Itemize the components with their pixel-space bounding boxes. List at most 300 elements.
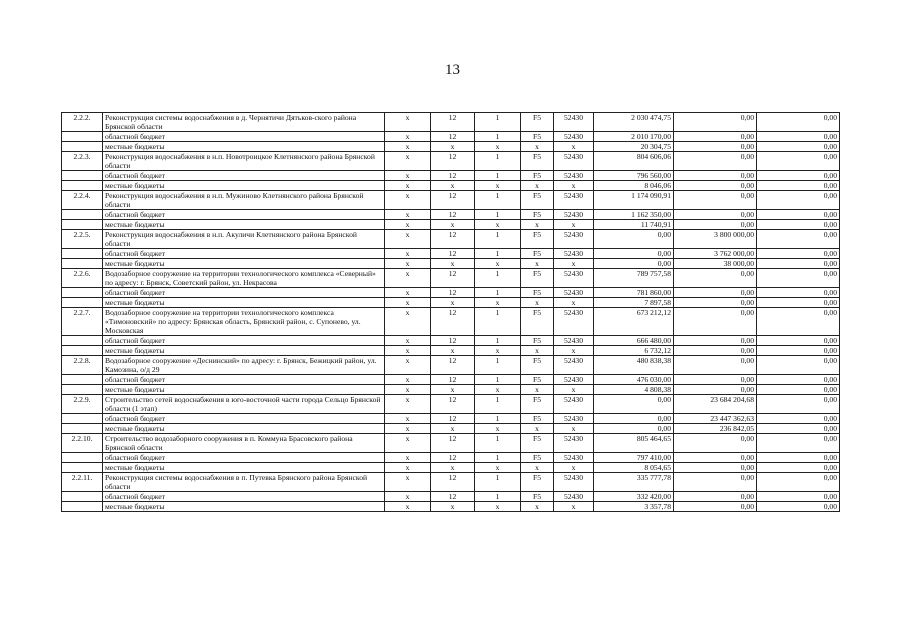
row-code bbox=[62, 132, 103, 142]
cell-c2: 12 bbox=[431, 191, 475, 210]
cell-amount-2: 0,00 bbox=[674, 356, 757, 375]
cell-amount-3: 0,00 bbox=[757, 385, 840, 395]
cell-amount-1: 7 897,58 bbox=[594, 298, 674, 308]
row-code bbox=[62, 375, 103, 385]
cell-amount-3: 0,00 bbox=[757, 152, 840, 171]
table-row-subitem bbox=[62, 375, 840, 385]
row-code bbox=[62, 492, 103, 502]
cell-c2: 12 bbox=[431, 492, 475, 502]
cell-c3: 1 bbox=[475, 210, 521, 220]
cell-c1: x bbox=[385, 492, 431, 502]
cell-c2: x bbox=[431, 424, 475, 434]
cell-amount-2: 0,00 bbox=[674, 220, 757, 230]
cell-amount-1: 8 046,06 bbox=[594, 181, 674, 191]
cell-c1: x bbox=[385, 308, 431, 336]
cell-c4: F5 bbox=[521, 210, 554, 220]
cell-c4: F5 bbox=[521, 113, 554, 132]
cell-c3: 1 bbox=[475, 492, 521, 502]
cell-amount-3: 0,00 bbox=[757, 308, 840, 336]
budget-table bbox=[61, 112, 840, 512]
cell-amount-1: 804 606,06 bbox=[594, 152, 674, 171]
cell-amount-1: 332 420,00 bbox=[594, 492, 674, 502]
cell-c4: F5 bbox=[521, 375, 554, 385]
cell-c5: x bbox=[554, 346, 594, 356]
table-row-subitem bbox=[62, 492, 840, 502]
cell-c3: 1 bbox=[475, 132, 521, 142]
table-row-subitem bbox=[62, 502, 840, 512]
cell-amount-2: 38 000,00 bbox=[674, 259, 757, 269]
row-name: местные бюджеты bbox=[103, 502, 385, 512]
cell-amount-3: 0,00 bbox=[757, 171, 840, 181]
cell-c5: 52430 bbox=[554, 492, 594, 502]
cell-c2: 12 bbox=[431, 473, 475, 492]
row-code bbox=[62, 171, 103, 181]
cell-amount-1: 0,00 bbox=[594, 230, 674, 249]
cell-c4: x bbox=[521, 142, 554, 152]
cell-amount-2: 23 447 362,63 bbox=[674, 414, 757, 424]
cell-amount-2: 0,00 bbox=[674, 502, 757, 512]
row-name: местные бюджеты bbox=[103, 385, 385, 395]
cell-c4: F5 bbox=[521, 288, 554, 298]
cell-c3: 1 bbox=[475, 230, 521, 249]
row-name: местные бюджеты bbox=[103, 424, 385, 434]
row-name: Водозаборное сооружение «Деснинский» по адресу: г. Брянск, Бежицкий район, ул. Камозина, о/д 29 bbox=[103, 356, 385, 375]
cell-c4: F5 bbox=[521, 191, 554, 210]
cell-c2: x bbox=[431, 385, 475, 395]
cell-c3: x bbox=[475, 502, 521, 512]
cell-c5: x bbox=[554, 298, 594, 308]
row-name: местные бюджеты bbox=[103, 142, 385, 152]
table-row-item bbox=[62, 473, 840, 492]
cell-c3: 1 bbox=[475, 473, 521, 492]
cell-c3: x bbox=[475, 259, 521, 269]
cell-c4: F5 bbox=[521, 395, 554, 414]
cell-c1: x bbox=[385, 171, 431, 181]
row-name: местные бюджеты bbox=[103, 220, 385, 230]
cell-amount-1: 6 732,12 bbox=[594, 346, 674, 356]
cell-c5: 52430 bbox=[554, 336, 594, 346]
table-row-item bbox=[62, 308, 840, 336]
cell-amount-1: 20 304,75 bbox=[594, 142, 674, 152]
row-code bbox=[62, 249, 103, 259]
table-row-item bbox=[62, 356, 840, 375]
cell-c2: 12 bbox=[431, 230, 475, 249]
cell-c2: 12 bbox=[431, 336, 475, 346]
cell-c1: x bbox=[385, 220, 431, 230]
row-code: 2.2.2. bbox=[62, 113, 103, 132]
row-name: областной бюджет bbox=[103, 336, 385, 346]
cell-c3: 1 bbox=[475, 308, 521, 336]
cell-c4: F5 bbox=[521, 152, 554, 171]
cell-c1: x bbox=[385, 356, 431, 375]
row-name: областной бюджет bbox=[103, 414, 385, 424]
cell-c1: x bbox=[385, 336, 431, 346]
cell-c4: F5 bbox=[521, 132, 554, 142]
row-name: областной бюджет bbox=[103, 210, 385, 220]
cell-amount-2: 0,00 bbox=[674, 113, 757, 132]
cell-amount-3: 0,00 bbox=[757, 424, 840, 434]
row-name: областной бюджет bbox=[103, 288, 385, 298]
row-name: областной бюджет bbox=[103, 492, 385, 502]
cell-amount-3: 0,00 bbox=[757, 210, 840, 220]
table-row-item bbox=[62, 152, 840, 171]
cell-c1: x bbox=[385, 113, 431, 132]
table-row-subitem bbox=[62, 259, 840, 269]
cell-c5: 52430 bbox=[554, 308, 594, 336]
cell-c3: 1 bbox=[475, 171, 521, 181]
cell-c2: x bbox=[431, 463, 475, 473]
cell-c2: x bbox=[431, 220, 475, 230]
cell-amount-1: 781 860,00 bbox=[594, 288, 674, 298]
cell-c1: x bbox=[385, 259, 431, 269]
cell-amount-3: 0,00 bbox=[757, 395, 840, 414]
cell-amount-1: 673 212,12 bbox=[594, 308, 674, 336]
cell-amount-1: 789 757,58 bbox=[594, 269, 674, 288]
row-code bbox=[62, 298, 103, 308]
row-code: 2.2.5. bbox=[62, 230, 103, 249]
cell-c3: 1 bbox=[475, 249, 521, 259]
cell-amount-3: 0,00 bbox=[757, 463, 840, 473]
row-name: местные бюджеты bbox=[103, 181, 385, 191]
cell-c2: 12 bbox=[431, 434, 475, 453]
cell-c2: x bbox=[431, 259, 475, 269]
cell-c4: F5 bbox=[521, 453, 554, 463]
table-row-subitem bbox=[62, 181, 840, 191]
row-name: местные бюджеты bbox=[103, 298, 385, 308]
row-name: Реконструкция водоснабжения в н.п. Новотроицкое Клетнянского района Брянской области bbox=[103, 152, 385, 171]
cell-amount-3: 0,00 bbox=[757, 191, 840, 210]
cell-c3: 1 bbox=[475, 336, 521, 346]
cell-c5: 52430 bbox=[554, 375, 594, 385]
cell-amount-2: 0,00 bbox=[674, 346, 757, 356]
cell-c5: 52430 bbox=[554, 473, 594, 492]
cell-c1: x bbox=[385, 385, 431, 395]
cell-amount-3: 0,00 bbox=[757, 220, 840, 230]
cell-c5: 52430 bbox=[554, 434, 594, 453]
cell-c5: x bbox=[554, 181, 594, 191]
cell-amount-2: 0,00 bbox=[674, 142, 757, 152]
table-row-subitem bbox=[62, 210, 840, 220]
cell-amount-3: 0,00 bbox=[757, 132, 840, 142]
cell-amount-1: 480 838,38 bbox=[594, 356, 674, 375]
cell-c4: F5 bbox=[521, 269, 554, 288]
cell-c5: 52430 bbox=[554, 171, 594, 181]
cell-c1: x bbox=[385, 210, 431, 220]
cell-amount-2: 0,00 bbox=[674, 152, 757, 171]
cell-c5: 52430 bbox=[554, 395, 594, 414]
cell-amount-3: 0,00 bbox=[757, 298, 840, 308]
cell-c3: x bbox=[475, 298, 521, 308]
row-name: областной бюджет bbox=[103, 132, 385, 142]
table-row-subitem bbox=[62, 298, 840, 308]
row-name: Строительство водозаборного сооружения в п. Коммуна Брасовского района Брянской области bbox=[103, 434, 385, 453]
cell-amount-1: 2 010 170,00 bbox=[594, 132, 674, 142]
row-name: областной бюджет bbox=[103, 171, 385, 181]
cell-c4: x bbox=[521, 463, 554, 473]
cell-c5: 52430 bbox=[554, 288, 594, 298]
row-name: Водозаборное сооружение на территории технологического комплекса «Тимоновский» по адресу: Брянская область, Брянский район, с. Супонево, ул. Московская bbox=[103, 308, 385, 336]
row-code: 2.2.3. bbox=[62, 152, 103, 171]
row-code: 2.2.10. bbox=[62, 434, 103, 453]
cell-c1: x bbox=[385, 463, 431, 473]
row-code bbox=[62, 346, 103, 356]
cell-c2: 12 bbox=[431, 132, 475, 142]
row-code: 2.2.6. bbox=[62, 269, 103, 288]
cell-c1: x bbox=[385, 434, 431, 453]
cell-amount-1: 1 174 090,91 bbox=[594, 191, 674, 210]
row-name: Реконструкция системы водоснабжения в п. Путевка Брянского района Брянской области bbox=[103, 473, 385, 492]
row-code bbox=[62, 336, 103, 346]
cell-c3: 1 bbox=[475, 356, 521, 375]
cell-c4: x bbox=[521, 424, 554, 434]
cell-amount-3: 0,00 bbox=[757, 269, 840, 288]
cell-amount-2: 0,00 bbox=[674, 298, 757, 308]
table-row-subitem bbox=[62, 132, 840, 142]
cell-c5: x bbox=[554, 259, 594, 269]
cell-c2: 12 bbox=[431, 113, 475, 132]
cell-c3: x bbox=[475, 142, 521, 152]
cell-c1: x bbox=[385, 424, 431, 434]
cell-c4: F5 bbox=[521, 492, 554, 502]
cell-amount-3: 0,00 bbox=[757, 249, 840, 259]
cell-c5: 52430 bbox=[554, 249, 594, 259]
cell-c2: 12 bbox=[431, 171, 475, 181]
cell-c5: 52430 bbox=[554, 414, 594, 424]
row-name: Водозаборное сооружение на территории технологического комплекса «Северный» по адресу: г. Брянск, Советский район, ул. Некрасова bbox=[103, 269, 385, 288]
cell-amount-1: 335 777,78 bbox=[594, 473, 674, 492]
cell-c1: x bbox=[385, 152, 431, 171]
row-name: местные бюджеты bbox=[103, 259, 385, 269]
cell-c5: x bbox=[554, 424, 594, 434]
cell-c3: 1 bbox=[475, 191, 521, 210]
cell-c2: 12 bbox=[431, 453, 475, 463]
cell-c2: 12 bbox=[431, 308, 475, 336]
table-row-item bbox=[62, 191, 840, 210]
cell-c2: 12 bbox=[431, 269, 475, 288]
table-row-subitem bbox=[62, 249, 840, 259]
cell-c1: x bbox=[385, 414, 431, 424]
row-name: областной бюджет bbox=[103, 453, 385, 463]
cell-amount-1: 1 162 350,00 bbox=[594, 210, 674, 220]
cell-amount-3: 0,00 bbox=[757, 288, 840, 298]
row-code bbox=[62, 414, 103, 424]
row-name: Реконструкция системы водоснабжения в д. Чернятичи Дятьков-ского района Брянской области bbox=[103, 113, 385, 132]
row-code bbox=[62, 424, 103, 434]
table-row-subitem bbox=[62, 463, 840, 473]
cell-amount-2: 236 842,05 bbox=[674, 424, 757, 434]
row-code bbox=[62, 220, 103, 230]
cell-c1: x bbox=[385, 453, 431, 463]
cell-c2: x bbox=[431, 346, 475, 356]
cell-c5: x bbox=[554, 502, 594, 512]
cell-amount-2: 0,00 bbox=[674, 375, 757, 385]
row-name: Реконструкция водоснабжения в н.п. Мужиново Клетнянского района Брянской области bbox=[103, 191, 385, 210]
cell-c2: 12 bbox=[431, 356, 475, 375]
cell-amount-2: 0,00 bbox=[674, 288, 757, 298]
page-number: 13 bbox=[445, 62, 460, 78]
row-code bbox=[62, 181, 103, 191]
cell-c3: 1 bbox=[475, 152, 521, 171]
row-code bbox=[62, 385, 103, 395]
cell-amount-3: 0,00 bbox=[757, 259, 840, 269]
cell-amount-2: 0,00 bbox=[674, 308, 757, 336]
cell-amount-2: 0,00 bbox=[674, 492, 757, 502]
table-row-item bbox=[62, 395, 840, 414]
cell-amount-3: 0,00 bbox=[757, 346, 840, 356]
table-row-subitem bbox=[62, 453, 840, 463]
cell-amount-3: 0,00 bbox=[757, 336, 840, 346]
cell-c2: 12 bbox=[431, 210, 475, 220]
cell-amount-3: 0,00 bbox=[757, 230, 840, 249]
cell-c3: 1 bbox=[475, 453, 521, 463]
cell-c2: 12 bbox=[431, 395, 475, 414]
cell-c1: x bbox=[385, 269, 431, 288]
cell-c2: 12 bbox=[431, 152, 475, 171]
cell-c3: x bbox=[475, 424, 521, 434]
table-row-subitem bbox=[62, 171, 840, 181]
cell-amount-1: 4 808,38 bbox=[594, 385, 674, 395]
cell-c1: x bbox=[385, 346, 431, 356]
row-code: 2.2.7. bbox=[62, 308, 103, 336]
row-code bbox=[62, 502, 103, 512]
row-code bbox=[62, 142, 103, 152]
cell-amount-3: 0,00 bbox=[757, 356, 840, 375]
cell-amount-2: 0,00 bbox=[674, 473, 757, 492]
cell-amount-3: 0,00 bbox=[757, 113, 840, 132]
cell-c3: 1 bbox=[475, 269, 521, 288]
row-name: областной бюджет bbox=[103, 375, 385, 385]
cell-amount-1: 8 054,65 bbox=[594, 463, 674, 473]
cell-amount-2: 0,00 bbox=[674, 191, 757, 210]
cell-amount-3: 0,00 bbox=[757, 473, 840, 492]
row-code bbox=[62, 463, 103, 473]
cell-c5: 52430 bbox=[554, 453, 594, 463]
cell-c1: x bbox=[385, 132, 431, 142]
cell-amount-1: 476 030,00 bbox=[594, 375, 674, 385]
cell-c1: x bbox=[385, 375, 431, 385]
row-code: 2.2.4. bbox=[62, 191, 103, 210]
table-row-subitem bbox=[62, 220, 840, 230]
cell-c4: x bbox=[521, 298, 554, 308]
cell-c5: x bbox=[554, 385, 594, 395]
cell-amount-2: 0,00 bbox=[674, 453, 757, 463]
cell-c3: 1 bbox=[475, 434, 521, 453]
table-row-item bbox=[62, 434, 840, 453]
cell-c4: x bbox=[521, 385, 554, 395]
row-name: областной бюджет bbox=[103, 249, 385, 259]
cell-c3: 1 bbox=[475, 395, 521, 414]
row-code: 2.2.8. bbox=[62, 356, 103, 375]
cell-amount-2: 0,00 bbox=[674, 434, 757, 453]
cell-c2: x bbox=[431, 181, 475, 191]
cell-c4: F5 bbox=[521, 434, 554, 453]
cell-amount-2: 0,00 bbox=[674, 336, 757, 346]
cell-c4: F5 bbox=[521, 414, 554, 424]
table-row-subitem bbox=[62, 424, 840, 434]
cell-c3: 1 bbox=[475, 288, 521, 298]
table-row-item bbox=[62, 113, 840, 132]
cell-amount-1: 11 740,91 bbox=[594, 220, 674, 230]
cell-amount-1: 0,00 bbox=[594, 249, 674, 259]
cell-c5: 52430 bbox=[554, 210, 594, 220]
row-code: 2.2.9. bbox=[62, 395, 103, 414]
cell-amount-3: 0,00 bbox=[757, 434, 840, 453]
cell-c5: 52430 bbox=[554, 152, 594, 171]
table-body bbox=[62, 113, 840, 512]
row-code bbox=[62, 453, 103, 463]
cell-c4: F5 bbox=[521, 336, 554, 346]
row-name: Реконструкция водоснабжения в н.п. Акуличи Клетнянского района Брянской области bbox=[103, 230, 385, 249]
cell-c5: 52430 bbox=[554, 113, 594, 132]
cell-amount-1: 0,00 bbox=[594, 395, 674, 414]
row-code bbox=[62, 210, 103, 220]
cell-amount-1: 666 480,00 bbox=[594, 336, 674, 346]
cell-c3: 1 bbox=[475, 414, 521, 424]
cell-c4: x bbox=[521, 346, 554, 356]
table-row-item bbox=[62, 230, 840, 249]
cell-c2: 12 bbox=[431, 288, 475, 298]
row-code: 2.2.11. bbox=[62, 473, 103, 492]
cell-amount-1: 0,00 bbox=[594, 424, 674, 434]
row-code bbox=[62, 259, 103, 269]
cell-c3: x bbox=[475, 220, 521, 230]
cell-c1: x bbox=[385, 395, 431, 414]
cell-amount-2: 0,00 bbox=[674, 463, 757, 473]
cell-c4: x bbox=[521, 259, 554, 269]
table-row-subitem bbox=[62, 414, 840, 424]
cell-c3: 1 bbox=[475, 375, 521, 385]
row-name: Строительство сетей водоснабжения в юго-восточной части города Сельцо Брянской области (1 этап) bbox=[103, 395, 385, 414]
cell-c1: x bbox=[385, 288, 431, 298]
cell-c1: x bbox=[385, 298, 431, 308]
cell-amount-1: 797 410,00 bbox=[594, 453, 674, 463]
cell-amount-1: 2 030 474,75 bbox=[594, 113, 674, 132]
cell-amount-3: 0,00 bbox=[757, 142, 840, 152]
cell-amount-1: 0,00 bbox=[594, 259, 674, 269]
cell-c1: x bbox=[385, 142, 431, 152]
cell-c5: 52430 bbox=[554, 269, 594, 288]
cell-amount-1: 0,00 bbox=[594, 414, 674, 424]
cell-c2: 12 bbox=[431, 375, 475, 385]
cell-c3: 1 bbox=[475, 113, 521, 132]
cell-c2: 12 bbox=[431, 249, 475, 259]
cell-c1: x bbox=[385, 230, 431, 249]
cell-c4: x bbox=[521, 502, 554, 512]
cell-amount-2: 0,00 bbox=[674, 210, 757, 220]
table-row-subitem bbox=[62, 346, 840, 356]
cell-c1: x bbox=[385, 473, 431, 492]
cell-c5: 52430 bbox=[554, 132, 594, 142]
cell-c5: x bbox=[554, 142, 594, 152]
cell-c1: x bbox=[385, 181, 431, 191]
cell-c2: 12 bbox=[431, 414, 475, 424]
cell-amount-1: 3 357,78 bbox=[594, 502, 674, 512]
table-row-subitem bbox=[62, 336, 840, 346]
cell-amount-2: 0,00 bbox=[674, 181, 757, 191]
cell-c5: x bbox=[554, 220, 594, 230]
cell-amount-2: 0,00 bbox=[674, 385, 757, 395]
cell-amount-2: 3 762 000,00 bbox=[674, 249, 757, 259]
cell-c3: x bbox=[475, 181, 521, 191]
cell-c2: x bbox=[431, 298, 475, 308]
cell-amount-3: 0,00 bbox=[757, 375, 840, 385]
cell-c5: 52430 bbox=[554, 191, 594, 210]
cell-c3: x bbox=[475, 385, 521, 395]
cell-c2: x bbox=[431, 142, 475, 152]
cell-amount-3: 0,00 bbox=[757, 502, 840, 512]
cell-c4: F5 bbox=[521, 171, 554, 181]
table-row-subitem bbox=[62, 288, 840, 298]
